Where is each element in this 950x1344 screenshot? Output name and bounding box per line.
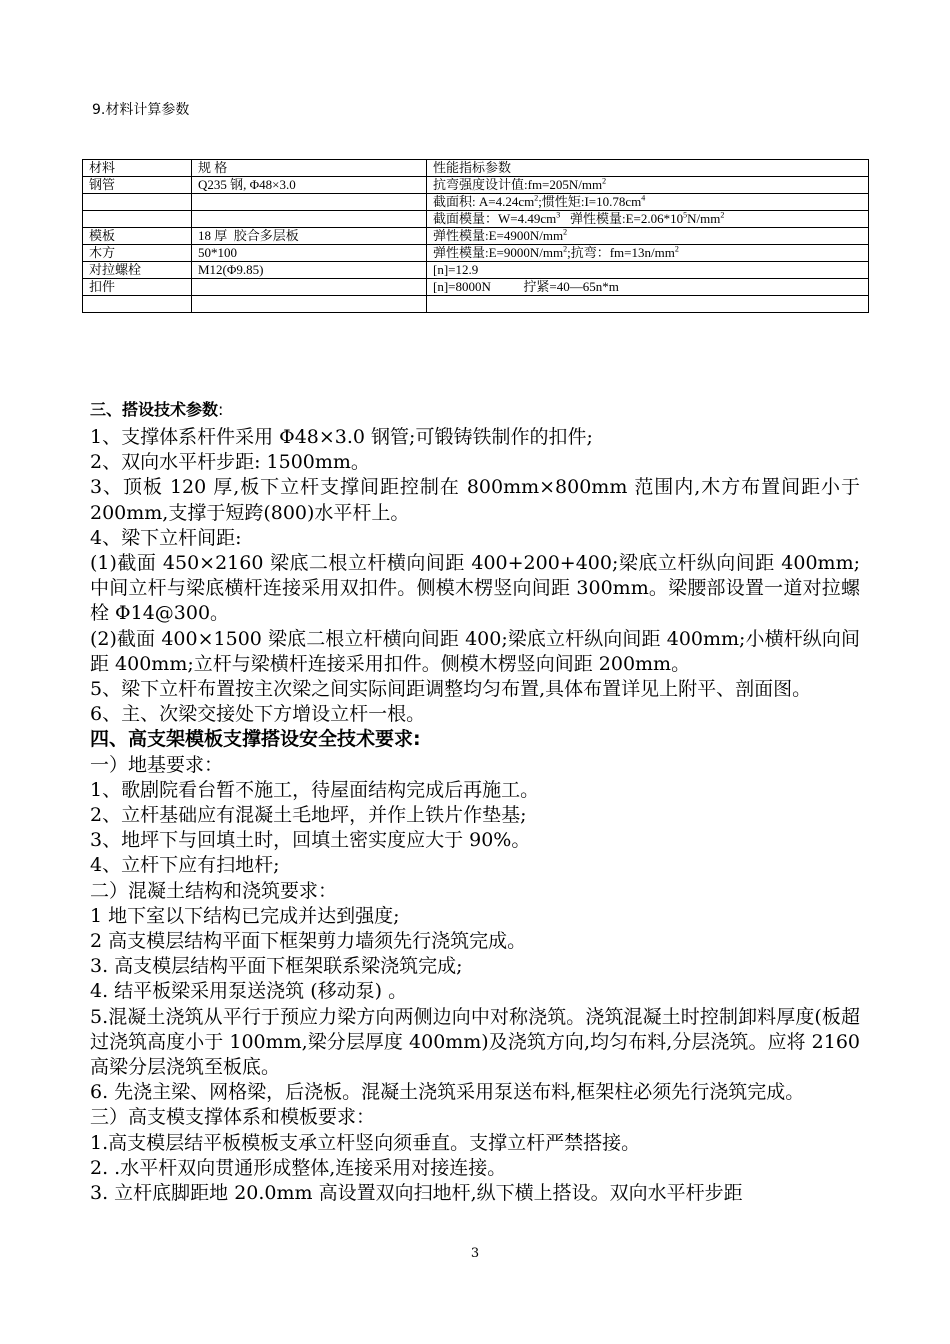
cell-material: 钢管 <box>83 177 192 194</box>
cell-spec: 50*100 <box>192 245 427 262</box>
list-item: 1、歌剧院看台暂不施工，待屋面结构完成后再施工。 <box>90 778 540 801</box>
cell-material <box>83 211 192 228</box>
list-item: 5、梁下立杆布置按主次梁之间实际间距调整均匀布置,具体布置详见上附平、剖面图。 <box>90 678 812 701</box>
table-row <box>83 211 869 228</box>
cell-performance <box>427 296 869 313</box>
list-item: 3、地坪下与回填土时，回填土密实度应大于 90%。 <box>90 829 531 852</box>
table-row <box>83 194 869 211</box>
section-9-title: 9.材料计算参数 <box>92 102 190 118</box>
cell-performance: 截面模量：$W=4.49cm^3$ 弹性模量$:E=2.06*10^5N/mm^2$ <box>427 211 869 228</box>
table-row <box>83 245 869 262</box>
list-item: 3. 立杆底脚距地 20.0mm 高设置双向扫地杆,纵下横上搭设。双向水平杆步距 <box>90 1182 743 1205</box>
list-item: 6. 先浇主梁、网格梁，后浇板。混凝土浇筑采用泵送布料,框架柱必须先行浇筑完成。 <box>90 1081 805 1104</box>
list-item: 3、顶板 120 厚,板下立杆支撑间距控制在 800mm×800mm 范围内,木方布置间距小于 200mm,支撑于短跨(800)水平杆上。 <box>90 476 860 524</box>
cell-material: 木方 <box>83 245 192 262</box>
list-item: 6、主、次梁交接处下方增设立杆一根。 <box>90 703 426 726</box>
header-material: 材料 <box>83 160 192 177</box>
list-item: 一）地基要求： <box>90 753 224 776</box>
cell-spec <box>192 194 427 211</box>
table-header-row <box>83 160 869 177</box>
list-item: 1 地下室以下结构已完成并达到强度; <box>90 904 400 927</box>
cell-performance: [n]=12.9 <box>427 262 869 279</box>
header-performance: 性能指标参数 <box>427 160 869 177</box>
list-item: 5.混凝土浇筑从平行于预应力梁方向两侧边向中对称浇筑。浇筑混凝土时控制卸料厚度(板超过浇筑高度小于 100mm,梁分层厚度 400mm)及浇筑方向,均匀布料,分层浇筑。应将 2160 高梁分层浇筑至板底。 <box>90 1005 860 1079</box>
cell-spec: Q235 钢, Φ48×3.0 <box>192 177 427 194</box>
section-3-heading: 三、搭设技术参数: <box>90 400 224 419</box>
cell-performance: 截面积: $A=4.24cm^2$;惯性矩$:I=10.78cm^4$ <box>427 194 869 211</box>
list-item: (2)截面 400×1500 梁底二根立杆横向间距 400;梁底立杆纵向间距 400mm;小横杆纵向间距 400mm;立杆与梁横杆连接采用扣件。侧模木楞竖向间距 200mm。 <box>90 627 860 675</box>
list-item: 1、支撑体系杆件采用 Φ48×3.0 钢管;可锻铸铁制作的扣件; <box>90 426 593 448</box>
table-row <box>83 279 869 296</box>
list-item: 二）混凝土结构和浇筑要求： <box>90 879 338 902</box>
cell-spec <box>192 296 427 313</box>
cell-spec: 18 厚 胶合多层板 <box>192 228 427 245</box>
page-number: 3 <box>470 1246 480 1261</box>
cell-spec <box>192 211 427 228</box>
list-item: (1)截面 450×2160 梁底二根立杆横向间距 400+200+400;梁底立杆纵向间距 400mm;中间立杆与梁底横杆连接采用双扣件。侧模木楞竖向间距 300mm。梁腰部设置一道对拉螺栓 Φ14@300。 <box>90 552 860 625</box>
list-item: 2、双向水平杆步距: 1500mm。 <box>90 451 370 474</box>
cell-material <box>83 296 192 313</box>
list-item: 三）高支模支撑体系和模板要求： <box>90 1106 376 1129</box>
cell-material: 对拉螺栓 <box>83 262 192 279</box>
header-spec: 规 格 <box>192 160 427 177</box>
cell-spec <box>192 279 427 296</box>
list-item: 4、梁下立杆间距: <box>90 526 242 549</box>
list-item: 2. .水平杆双向贯通形成整体,连接采用对接连接。 <box>90 1156 507 1179</box>
cell-performance: 弹性模量$:E=9000N/mm^2$;抗弯：$fm=13n/mm^2$ <box>427 245 869 262</box>
cell-performance: 抗弯强度设计值$:fm=205N/mm^2$ <box>427 177 869 194</box>
section-4-heading: 四、高支架模板支撑搭设安全技术要求: <box>90 728 421 751</box>
list-item: 1.高支模层结平板模板支承立杆竖向须垂直。支撑立杆严禁搭接。 <box>90 1131 641 1154</box>
table-row <box>83 228 869 245</box>
list-item: 4. 结平板梁采用泵送浇筑 (移动泵) 。 <box>90 980 408 1003</box>
cell-material <box>83 194 192 211</box>
cell-performance: [n]=8000N 拧紧=40—65n*m <box>427 279 869 296</box>
document-body <box>90 395 860 1206</box>
material-parameters-table <box>82 159 869 313</box>
table-row <box>83 177 869 194</box>
list-item: 2、立杆基础应有混凝土毛地坪，并作上铁片作垫基; <box>90 804 527 827</box>
cell-performance: 弹性模量$:E=4900N/mm^2$ <box>427 228 869 245</box>
table-row <box>83 296 869 313</box>
list-item: 4、立杆下应有扫地杆; <box>90 854 280 877</box>
table-row <box>83 262 869 279</box>
cell-material: 模板 <box>83 228 192 245</box>
list-item: 3. 高支模层结构平面下框架联系梁浇筑完成; <box>90 955 463 978</box>
list-item: 2 高支模层结构平面下框架剪力墙须先行浇筑完成。 <box>90 930 527 953</box>
cell-material: 扣件 <box>83 279 192 296</box>
cell-spec: M12(Φ9.85) <box>192 262 427 279</box>
